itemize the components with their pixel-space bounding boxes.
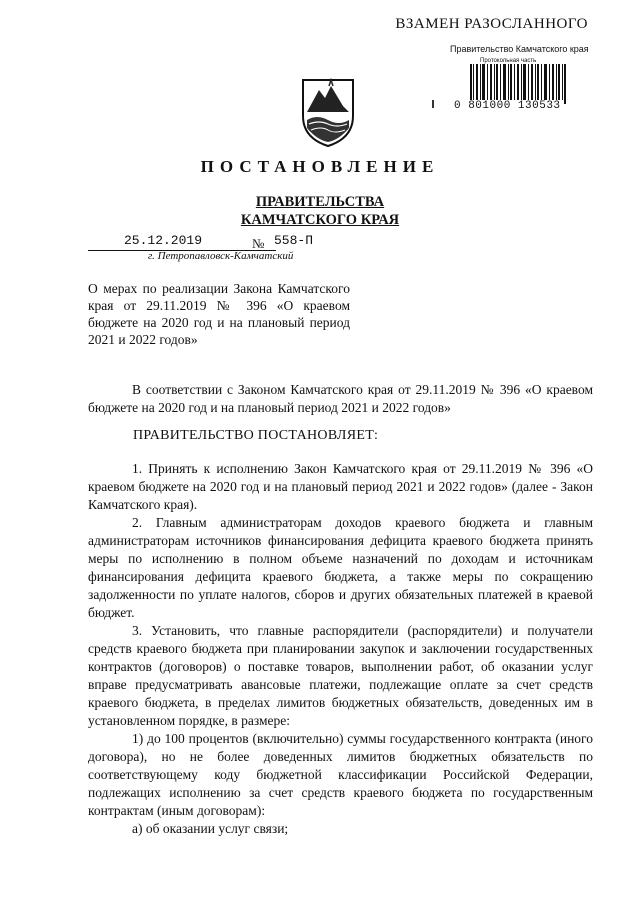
paragraph-3-1: 1) до 100 процентов (включительно) суммы государственного контракта (иного договора), но не более доведенных лимитов бюджетных обязательств по соответствующему коду бюджетной классификации Российской Федерации, подлежащих исполнению за счет средств краевого бюджета по государственным контрактам (иным договорам): (88, 731, 593, 818)
paragraph-3-1-a: а) об оказании услуг связи; (132, 821, 289, 836)
paragraph-3: 3. Установить, что главные распорядители (распорядители) и получатели средств краевого бюджета при планировании закупок и заключении государственных контрактов (договоров) о поставке товаров, выполнении работ, об оказании услуг вправе предусматривать авансовые платежи, подлежащие оплате за счет средств краевого бюджета, в пределах лимитов бюджетных обязательств, доведенных им в установленном порядке, в размере: (88, 623, 593, 728)
document-date: 25.12.2019 (124, 233, 203, 248)
document-number: 558-П (274, 233, 314, 248)
issuer-line-2: КАМЧАТСКОГО КРАЯ (240, 212, 400, 228)
preamble-text: В соответствии с Законом Камчатского края от 29.11.2019 № 396 «О краевом бюджете на 2020 год и на плановый период 2021 и 2022 годов» (88, 382, 593, 415)
document-subject: О мерах по реализации Закона Камчатского края от 29.11.2019 № 396 «О краевом бюджете на 2020 год и на плановый период 2021 и 2022 годов» (88, 281, 350, 347)
registry-line: Правительство Камчатского края (450, 44, 589, 54)
stamp-replacement-note: ВЗАМЕН РАЗОСЛАННОГО (395, 16, 588, 32)
margin-mark (432, 100, 434, 108)
number-sign: № (252, 236, 265, 251)
decree-phrase: ПРАВИТЕЛЬСТВО ПОСТАНОВЛЯЕТ: (133, 428, 379, 443)
paragraph-1: 1. Принять к исполнению Закон Камчатского края от 29.11.2019 № 396 «О краевом бюджете на 2020 год и на плановый период 2021 и 2022 годов» (далее - Закон Камчатского края). (88, 461, 593, 512)
issue-city: г. Петропавловск-Камчатский (148, 250, 294, 262)
paragraph-2: 2. Главным администраторам доходов краевого бюджета и главным администраторам источников финансирования дефицита краевого бюджета принять меры по исполнению в полном объеме назначений по доходам и источникам финансирования дефицита краевого бюджета, а также меры по сокращению задолженности по уплате налогов, сборов и других обязательных платежей в краевой бюджет. (88, 515, 593, 620)
kamchatka-emblem-icon (299, 76, 357, 148)
issuer-heading (0, 193, 640, 229)
document-type-title: ПОСТАНОВЛЕНИЕ (200, 157, 440, 176)
registry-part-label: Протокольная часть (480, 58, 537, 64)
barcode-number: 0 801000 130533 (454, 100, 561, 112)
document-body (88, 460, 593, 838)
issuer-line-1: ПРАВИТЕЛЬСТВА (255, 194, 385, 210)
